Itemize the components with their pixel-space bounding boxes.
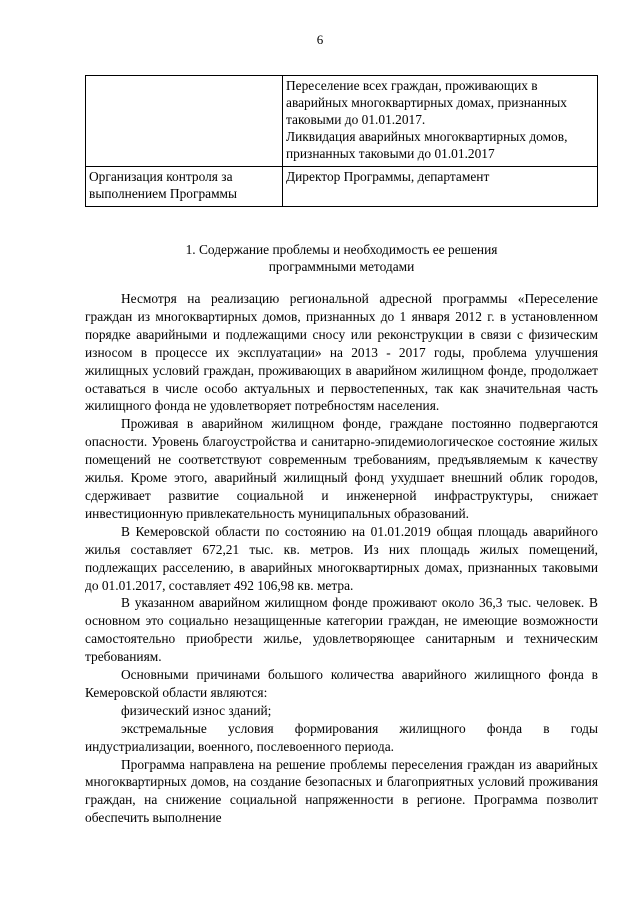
list-item: физический износ зданий; [121, 702, 272, 718]
table-cell-label: Организация контроля за выполнением Программы [86, 167, 283, 207]
body-text [85, 290, 598, 827]
section-heading-line: 1. Содержание проблемы и необходимость ее решения [185, 242, 498, 257]
table-row [86, 167, 598, 207]
paragraph: Программа направлена на решение проблемы переселения граждан из аварийных многоквартирных домов, на создание безопасных и благоприятных условий проживания граждан, на снижение социальной напряженности в регионе. Программа позволит обеспечить выполнение [85, 756, 598, 826]
table-cell-value [283, 76, 598, 167]
table-cell-label [86, 76, 283, 167]
table-row [86, 76, 598, 167]
program-passport-table [85, 75, 598, 207]
paragraph: Несмотря на реализацию региональной адресной программы «Переселение граждан из многоквартирных домов, признанных до 1 января 2012 г. в установленном порядке аварийными и подлежащими сносу или реконструкции в связи с физическим износом в процессе их эксплуатации» на 2013 - 2017 годы, проблема улучшения жилищных условий граждан, проживающих в аварийном жилищном фонде, продолжает оставаться в числе особо актуальных и первостепенных, так как значительная часть жилищного фонда не удовлетворяет потребностям населения. [85, 291, 598, 414]
expected-result-1: Переселение всех граждан, проживающих в аварийных многоквартирных домах, признанных таковыми до 01.01.2017. [286, 78, 567, 127]
list-item: экстремальные условия формирования жилищного фонда в годы индустриализации, военного, послевоенного периода. [85, 720, 598, 754]
paragraph: В указанном аварийном жилищном фонде проживают около 36,3 тыс. человек. В основном это социально незащищенные категории граждан, не имеющие возможности самостоятельно приобрести жилье, удовлетворяющее санитарным и техническим требованиям. [85, 595, 598, 665]
section-heading-line: программными методами [268, 259, 415, 274]
section-heading [85, 241, 598, 275]
expected-result-2: Ликвидация аварийных многоквартирных домов, признанных таковыми до 01.01.2017 [286, 129, 568, 161]
paragraph: В Кемеровской области по состоянию на 01.01.2019 общая площадь аварийного жилья составляет 672,21 тыс. кв. метров. Из них площадь жилых помещений, подлежащих расселению, в аварийных многоквартирных домах, признанных таковыми до 01.01.2017, составляет 492 106,98 кв. метра. [85, 523, 598, 593]
paragraph: Проживая в аварийном жилищном фонде, граждане постоянно подвергаются опасности. Уровень благоустройства и санитарно-эпидемиологическое состояние жилых помещений не соответствуют современным требованиям, предъявляемым к качеству жилья. Кроме этого, аварийный жилищный фонд ухудшает внешний облик городов, сдерживает развитие социальной и инженерной инфраструктуры, снижает инвестиционную привлекательность муниципальных образований. [85, 416, 598, 521]
paragraph: Основными причинами большого количества аварийного жилищного фонда в Кемеровской области являются: [85, 667, 598, 700]
table-cell-value: Директор Программы, департамент [283, 167, 598, 207]
page-number: 6 [316, 32, 324, 47]
